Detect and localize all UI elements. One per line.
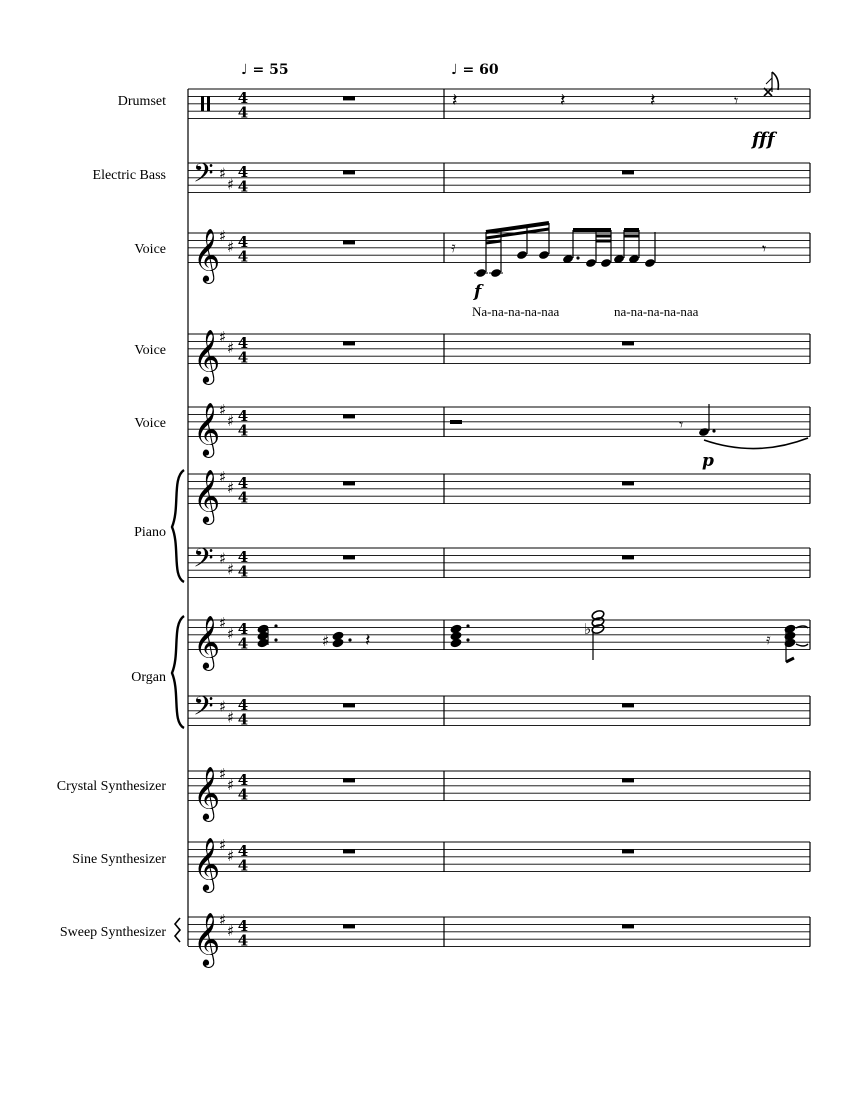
- instrument-name-voice-1: Voice: [134, 242, 166, 257]
- note: [600, 258, 612, 268]
- whole-rest: [622, 703, 634, 707]
- instrument-name-voice-2: Voice: [134, 343, 166, 358]
- tempo-mark-60: ♩ = 60: [451, 62, 499, 78]
- sharp-sign: ♯: [219, 614, 227, 632]
- whole-rest: [622, 481, 634, 485]
- measure-rests: [343, 96, 634, 928]
- whole-rest: [622, 924, 634, 928]
- svg-text:♯: ♯: [322, 632, 330, 650]
- whole-rest: [343, 341, 355, 345]
- whole-rest: [343, 703, 355, 707]
- whole-rest: [343, 414, 355, 418]
- sharp-sign: ♯: [227, 238, 235, 257]
- sharp-sign: ♯: [227, 708, 235, 727]
- clefs-and-signatures: [193, 89, 248, 968]
- treble-clef: 𝄞: [193, 911, 221, 966]
- staff-lines: [188, 89, 810, 947]
- time-signature-lower: 4: [237, 562, 249, 581]
- whole-rest: [343, 778, 355, 782]
- tie: [704, 438, 808, 449]
- sharp-sign: ♯: [227, 479, 235, 498]
- cymbal-x-note: [764, 72, 778, 96]
- treble-clef: 𝄞: [193, 401, 221, 456]
- time-signature-lower: 4: [237, 634, 249, 653]
- note: [538, 250, 550, 260]
- instrument-name-organ: Organ: [131, 670, 166, 685]
- sharp-sign: ♯: [219, 911, 227, 929]
- voice1-measure-2: [451, 223, 766, 319]
- instrument-name-voice-3: Voice: [134, 416, 166, 431]
- instrument-name-sine-synthesizer: Sine Synthesizer: [72, 852, 166, 867]
- quarter-rest: 𝄽: [365, 630, 371, 651]
- dynamic-fff: fff: [752, 129, 775, 150]
- whole-rest: [343, 924, 355, 928]
- dynamic-f: f: [474, 282, 482, 302]
- treble-clef: 𝄞: [193, 614, 221, 669]
- sharp-sign: ♯: [227, 560, 235, 579]
- sharp-sign: ♯: [219, 401, 227, 419]
- sharp-sign: ♯: [227, 922, 235, 941]
- note: [516, 250, 528, 260]
- svg-text:♭: ♭: [584, 620, 592, 638]
- whole-rest: [622, 849, 634, 853]
- time-signature-upper: 4: [237, 695, 249, 714]
- eighth-rest: 𝄾: [734, 91, 739, 110]
- treble-clef: 𝄞: [193, 836, 221, 891]
- time-signature-lower: 4: [237, 421, 249, 440]
- sharp-sign: ♯: [219, 468, 227, 486]
- time-signature-upper: 4: [237, 619, 249, 638]
- sharp-sign: ♯: [227, 625, 235, 644]
- whole-rest: [343, 849, 355, 853]
- instrument-name-electric-bass: Electric Bass: [92, 168, 166, 183]
- instrument-name-sweep-synthesizer: Sweep Synthesizer: [59, 925, 166, 940]
- whole-rest: [622, 555, 634, 559]
- time-signature-upper: 4: [237, 406, 249, 425]
- arpeggio-bracket: [175, 918, 180, 942]
- lyric-2: na-na-na-na-naa: [614, 304, 699, 319]
- note: [644, 258, 656, 268]
- time-signature-lower: 4: [237, 488, 249, 507]
- sharp-sign: ♯: [227, 339, 235, 358]
- treble-clef: 𝄞: [193, 765, 221, 820]
- piano-brace: [172, 470, 184, 582]
- sharp-sign: ♯: [219, 765, 227, 783]
- time-signature-upper: 4: [237, 547, 249, 566]
- sharp-sign: ♯: [219, 227, 227, 245]
- organ-brace: [172, 616, 184, 728]
- percussion-clef: [201, 96, 204, 111]
- time-signature-lower: 4: [237, 348, 249, 367]
- organ-treble-notes: [256, 609, 808, 662]
- time-signature-upper: 4: [237, 473, 249, 492]
- time-signature-lower: 4: [237, 785, 249, 804]
- sharp-sign: ♯: [219, 549, 227, 568]
- sharp-sign: ♯: [219, 697, 227, 716]
- time-signature-lower: 4: [237, 856, 249, 875]
- time-signature-lower: 4: [237, 103, 249, 122]
- sharp-sign: ♯: [227, 175, 235, 194]
- note: [490, 268, 502, 278]
- time-signature-upper: 4: [237, 162, 249, 181]
- whole-rest: [343, 240, 355, 244]
- sharp-sign: ♯: [227, 847, 235, 866]
- whole-rest: [343, 96, 355, 100]
- instrument-name-crystal-synthesizer: Crystal Synthesizer: [56, 779, 166, 794]
- barlines: [444, 89, 810, 947]
- bass-clef: 𝄢: [193, 157, 214, 196]
- treble-clef: 𝄞: [193, 227, 221, 282]
- whole-rest: [343, 481, 355, 485]
- note: [475, 268, 487, 278]
- whole-rest: [343, 555, 355, 559]
- note: [698, 427, 710, 437]
- time-signature-lower: 4: [237, 177, 249, 196]
- instrument-name-piano: Piano: [134, 525, 166, 540]
- time-signature-lower: 4: [237, 710, 249, 729]
- eighth-rest: 𝄾: [679, 415, 684, 434]
- quarter-rest: 𝄽: [452, 90, 458, 111]
- tempo-mark-55: ♩ = 55: [241, 62, 289, 78]
- treble-clef: 𝄞: [193, 328, 221, 383]
- sharp-sign: ♯: [227, 776, 235, 795]
- time-signature-upper: 4: [237, 88, 249, 107]
- time-signature-upper: 4: [237, 770, 249, 789]
- whole-rest: [622, 341, 634, 345]
- percussion-clef: [207, 96, 210, 111]
- lyric-1: Na-na-na-na-naa: [472, 304, 560, 319]
- whole-rest: [343, 170, 355, 174]
- whole-rest: [622, 170, 634, 174]
- bass-clef: 𝄢: [193, 542, 214, 581]
- instrument-name-drumset: Drumset: [117, 94, 166, 109]
- time-signature-upper: 4: [237, 841, 249, 860]
- time-signature-upper: 4: [237, 232, 249, 251]
- time-signature-upper: 4: [237, 916, 249, 935]
- time-signature-lower: 4: [237, 931, 249, 950]
- whole-rest: [622, 778, 634, 782]
- sharp-sign: ♯: [227, 412, 235, 431]
- note: [585, 258, 597, 268]
- eighth-rest: 𝄾: [762, 239, 767, 258]
- quarter-rest: 𝄽: [560, 90, 566, 111]
- time-signature-upper: 4: [237, 333, 249, 352]
- sharp-sign: ♯: [219, 328, 227, 346]
- quarter-rest: 𝄽: [650, 90, 656, 111]
- sharp-sign: ♯: [219, 164, 227, 183]
- time-signature-lower: 4: [237, 247, 249, 266]
- sixteenth-rest: 𝄿: [766, 630, 771, 648]
- sharp-sign: ♯: [219, 836, 227, 854]
- sixteenth-rest: 𝄿: [451, 238, 456, 256]
- bass-clef: 𝄢: [193, 690, 214, 729]
- treble-clef: 𝄞: [193, 468, 221, 523]
- dynamic-p: p: [702, 451, 714, 471]
- half-rest: [450, 420, 462, 424]
